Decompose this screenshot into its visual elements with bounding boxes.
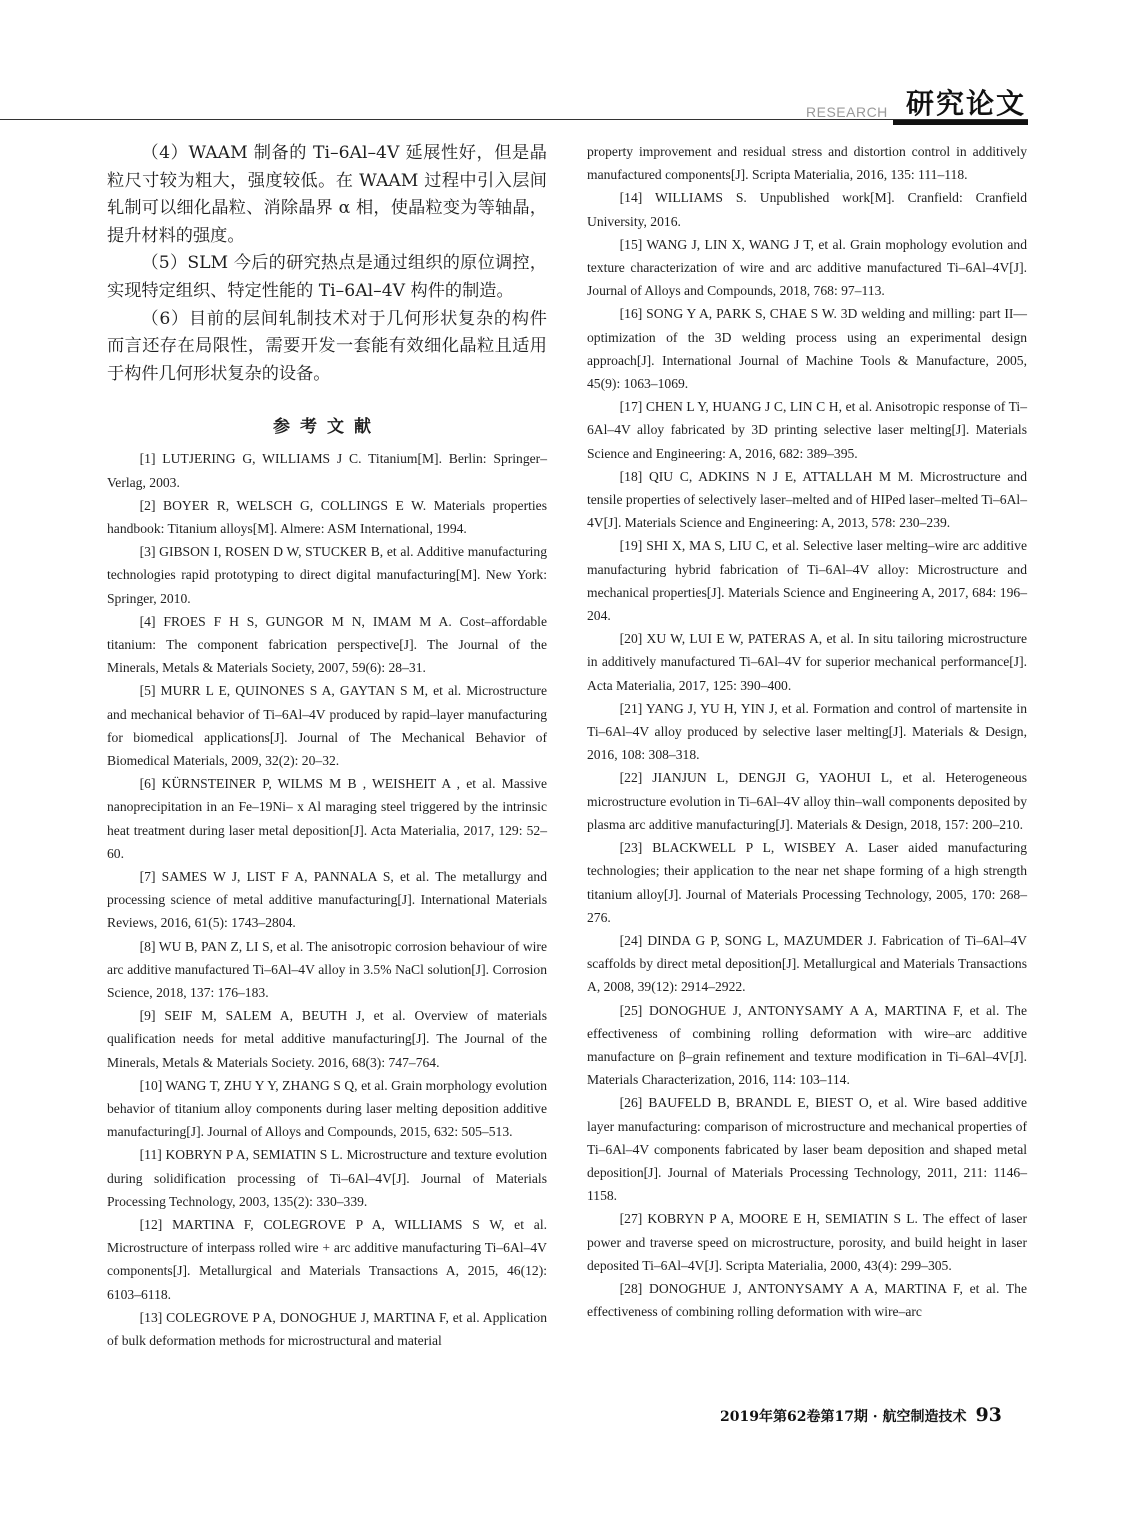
reference-22: [22] JIANJUN L, DENGJI G, YAOHUI L, et al. Heterogeneous microstructure evolution in Ti–6Al–4V alloy thin–wall components deposited by plasma arc additive manufacturing[J]. Materials & Design, 2018, 157: 200–210.	[587, 770, 1027, 832]
reference-20: [20] XU W, LUI E W, PATERAS A, et al. In situ tailoring microstructure in additively manufactured Ti–6Al–4V for superior mechanical performance[J]. Acta Materialia, 2017, 125: 390–400.	[587, 631, 1027, 693]
reference-15: [15] WANG J, LIN X, WANG J T, et al. Grain mophology evolution and texture characterization of wire and arc additive manufactured Ti–6Al–4V[J]. Journal of Alloys and Compounds, 2018, 768: 97–113.	[587, 236, 1027, 299]
reference-26: [26] BAUFELD B, BRANDL E, BIEST O, et al. Wire based additive layer manufacturing: comparison of microstructure and mechanical properties of Ti–6Al–4V components fabricated by laser beam deposition and shaped metal deposition[J]. Journal of Materials Processing Technology, 2011, 211: 1146–1158.	[587, 1095, 1027, 1204]
reference-13-continued: property improvement and residual stress and distortion control in additively manufactured components[J]. Scripta Materialia, 2016, 135: 111–118.	[587, 144, 1027, 183]
reference-4: [4] FROES F H S, GUNGOR M N, IMAM M A. Cost–affordable titanium: The component fabrication perspective[J]. The Journal of the Minerals, Metals & Materials Society, 2007, 59(6): 28–31.	[107, 613, 547, 676]
reference-14: [14] WILLIAMS S. Unpublished work[M]. Cranfield: Cranfield University, 2016.	[587, 190, 1027, 229]
reference-18: [18] QIU C, ADKINS N J E, ATTALLAH M M. Microstructure and tensile properties of selectively laser–melted and of HIPed laser–melted Ti–6Al–4V[J]. Materials Science and Engineering: A, 2013, 578: 230–239.	[587, 468, 1027, 531]
reference-3: [3] GIBSON I, ROSEN D W, STUCKER B, et al. Additive manufacturing technologies rapid prototyping to direct digital manufacturing[M]. New York: Springer, 2010.	[107, 544, 547, 606]
reference-16: [16] SONG Y A, PARK S, CHAE S W. 3D welding and milling: part II—optimization of the 3D welding process using an experimental design approach[J]. International Journal of Machine Tools & Manufacture, 2005, 45(9): 1063–1069.	[587, 306, 1027, 392]
reference-13: [13] COLEGROVE P A, DONOGHUE J, MARTINA F, et al. Application of bulk deformation methods for microstructural and material	[107, 1309, 547, 1349]
page-number: 93	[975, 1404, 1002, 1426]
page-footer	[720, 1404, 1002, 1426]
section-label-cn: 研究论文	[906, 87, 1027, 120]
reference-28: [28] DONOGHUE J, ANTONYSAMY A A, MARTINA F, et al. The effectiveness of combining rolling deformation with wire–arc	[587, 1280, 1027, 1320]
reference-24: [24] DINDA G P, SONG L, MAZUMDER J. Fabrication of Ti–6Al–4V scaffolds by direct metal deposition[J]. Metallurgical and Materials Transactions A, 2008, 39(12): 2914–2922.	[587, 932, 1027, 995]
references-heading: 参考文献	[273, 417, 381, 438]
conclusion-4: （4）WAAM 制备的 Ti–6Al–4V 延展性好，但是晶粒尺寸较为粗大，强度较低。在 WAAM 过程中引入层间轧制可以细化晶粒、消除晶界 α 相，使晶粒变为等轴晶，提升材料的强度。	[107, 143, 547, 246]
reference-23: [23] BLACKWELL P L, WISBEY A. Laser aided manufacturing technologies; their application to the near net shape forming of a high strength titanium alloy[J]. Journal of Materials Processing Technology, 2005, 170: 268–276.	[587, 840, 1027, 925]
reference-9: [9] SEIF M, SALEM A, BEUTH J, et al. Overview of materials qualification needs for metal additive manufacturing[J]. The Journal of the Minerals, Metals & Materials Society. 2016, 68(3): 747–764.	[107, 1008, 547, 1070]
reference-6: [6] KÜRNSTEINER P, WILMS M B , WEISHEIT A , et al. Massive nanoprecipitation in an Fe–19Ni– x Al maraging steel triggered by the intrinsic heat treatment during laser metal deposition[J]. Acta Materialia, 2017, 129: 52–60.	[107, 776, 547, 861]
reference-7: [7] SAMES W J, LIST F A, PANNALA S, et al. The metallurgy and processing science of metal additive manufacturing[J]. International Materials Reviews, 2016, 61(5): 1743–2804.	[107, 869, 547, 931]
reference-27: [27] KOBRYN P A, MOORE E H, SEMIATIN S L. The effect of laser power and traverse speed on microstructure, porosity, and build height in laser deposited Ti–6Al–4V[J]. Scripta Materialia, 2000, 43(4): 299–305.	[587, 1211, 1027, 1273]
reference-5: [5] MURR L E, QUINONES S A, GAYTAN S M, et al. Microstructure and mechanical behavior of Ti–6Al–4V produced by rapid–layer manufacturing for biomedical applications[J]. Journal of The Mechanical Behavior of Biomedical Materials, 2009, 32(2): 20–32.	[107, 683, 547, 768]
reference-1: [1] LUTJERING G, WILLIAMS J C. Titanium[M]. Berlin: Springer–Verlag, 2003.	[107, 451, 547, 490]
reference-19: [19] SHI X, MA S, LIU C, et al. Selective laser melting–wire arc additive manufacturing hybrid fabrication of Ti–6Al–4V alloy: Microstructure and mechanical properties[J]. Materials Science and Engineering A, 2017, 684: 196–204.	[587, 538, 1027, 624]
left-column	[107, 140, 547, 1352]
section-label-en: RESEARCH	[806, 104, 888, 120]
reference-2: [2] BOYER R, WELSCH G, COLLINGS E W. Materials properties handbook: Titanium alloys[M]. Almere: ASM International, 1994.	[107, 497, 547, 536]
conclusion-5: （5）SLM 今后的研究热点是通过组织的原位调控，实现特定组织、特定性能的 Ti–6Al–4V 构件的制造。	[107, 253, 547, 301]
reference-25: [25] DONOGHUE J, ANTONYSAMY A A, MARTINA F, et al. The effectiveness of combining rolling deformation with wire–arc additive manufacture on β–grain refinement and texture modification in Ti–6Al–4V[J]. Materials Characterization, 2016, 114: 103–114.	[587, 1002, 1027, 1088]
reference-21: [21] YANG J, YU H, YIN J, et al. Formation and control of martensite in Ti–6Al–4V alloy produced by selective laser melting[J]. Materials & Design, 2016, 108: 308–318.	[587, 700, 1027, 763]
reference-11: [11] KOBRYN P A, SEMIATIN S L. Microstructure and texture evolution during solidification processing of Ti–6Al–4V[J]. Journal of Materials Processing Technology, 2003, 135(2): 330–339.	[107, 1147, 547, 1209]
right-column	[587, 140, 1027, 1323]
reference-list-left	[107, 447, 547, 1352]
reference-list-right	[587, 186, 1027, 1323]
reference-12: [12] MARTINA F, COLEGROVE P A, WILLIAMS S W, et al. Microstructure of interpass rolled wire + arc additive manufacturing Ti–6Al–4V components[J]. Metallurgical and Materials Transactions A, 2015, 46(12): 6103–6118.	[107, 1217, 547, 1302]
journal-issue: 2019年第62卷第17期 · 航空制造技术	[720, 1409, 967, 1425]
reference-17: [17] CHEN L Y, HUANG J C, LIN C H, et al. Anisotropic response of Ti–6Al–4V alloy fabricated by 3D printing selective laser melting[J]. Materials Science and Engineering: A, 2016, 682: 389–395.	[587, 399, 1027, 461]
reference-10: [10] WANG T, ZHU Y Y, ZHANG S Q, et al. Grain morphology evolution behavior of titanium alloy components during laser melting deposition additive manufacturing[J]. Journal of Alloys and Compounds, 2015, 632: 505–513.	[107, 1077, 547, 1140]
conclusion-6: （6）目前的层间轧制技术对于几何形状复杂的构件而言还存在局限性，需要开发一套能有效细化晶粒且适用于构件几何形状复杂的设备。	[107, 308, 547, 384]
reference-8: [8] WU B, PAN Z, LI S, et al. The anisotropic corrosion behaviour of wire arc additive manufactured Ti–6Al–4V alloy in 3.5% NaCl solution[J]. Corrosion Science, 2018, 137: 176–183.	[107, 938, 547, 1001]
